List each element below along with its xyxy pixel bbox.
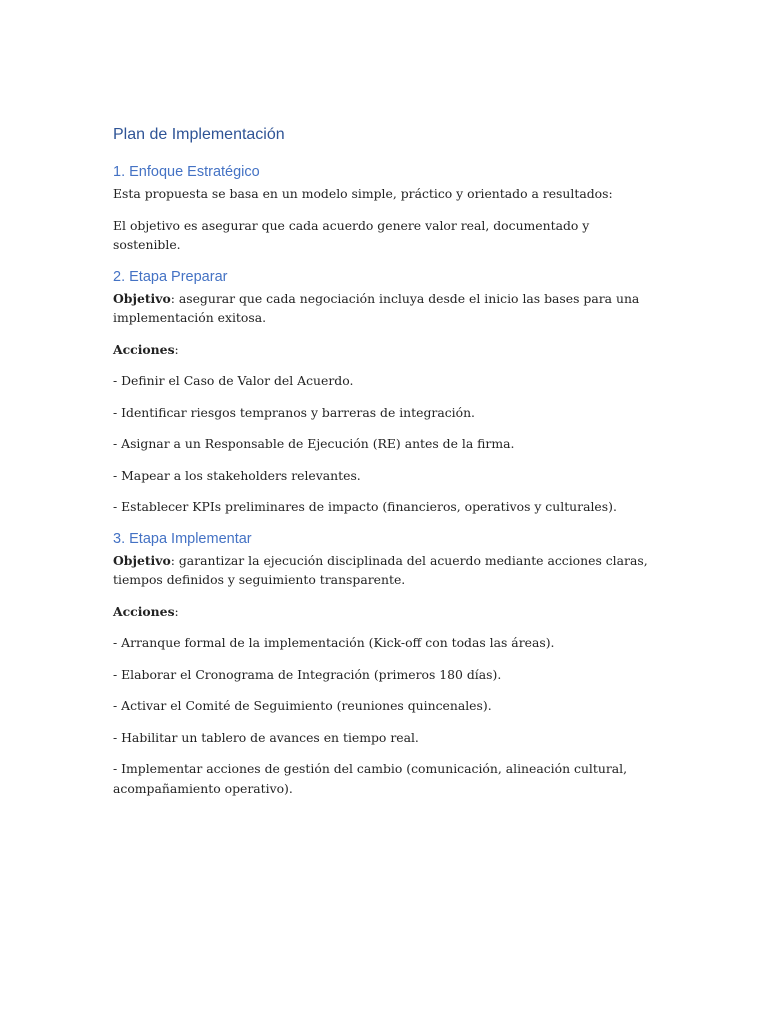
action-item: - Activar el Comité de Seguimiento (reuniones quincenales). — [113, 698, 492, 713]
actions-label-suffix: : — [174, 341, 179, 357]
action-item: - Habilitar un tablero de avances en tiempo real. — [113, 729, 419, 745]
section-etapa-implementar — [113, 529, 653, 799]
objective-text: : garantizar la ejecución disciplinada del acuerdo mediante acciones claras, tiempos definidos y seguimiento transparente. — [113, 552, 648, 587]
objective-label: Objetivo — [113, 552, 171, 568]
section-heading: 1. Enfoque Estratégico — [113, 164, 260, 180]
section-heading: 3. Etapa Implementar — [113, 530, 252, 547]
paragraph: El objetivo es asegurar que cada acuerdo genere valor real, documentado y sostenible. — [113, 217, 590, 252]
section-enfoque-estrategico — [113, 162, 653, 255]
actions-label: Acciones — [113, 603, 175, 619]
action-item: - Elaborar el Cronograma de Integración (primeros 180 días). — [113, 666, 502, 682]
objective-paragraph — [113, 289, 653, 328]
document-body — [113, 124, 653, 810]
paragraph: Esta propuesta se basa en un modelo simple, práctico y orientado a resultados: — [113, 186, 613, 201]
document-title: Plan de Implementación — [113, 126, 285, 143]
objective-label: Objetivo — [113, 290, 171, 306]
objective-paragraph — [113, 551, 653, 590]
section-etapa-preparar — [113, 267, 653, 517]
objective-text: : asegurar que cada negociación incluya desde el inicio las bases para una implementación exitosa. — [113, 290, 640, 325]
actions-label-suffix: : — [174, 603, 179, 619]
actions-label-paragraph — [113, 340, 653, 360]
actions-label: Acciones — [113, 341, 175, 357]
action-item: - Implementar acciones de gestión del cambio (comunicación, alineación cultural, acompañamiento operativo). — [113, 761, 628, 796]
action-item: - Arranque formal de la implementación (Kick-off con todas las áreas). — [113, 635, 555, 650]
action-item: - Asignar a un Responsable de Ejecución (RE) antes de la firma. — [113, 436, 515, 451]
action-item: - Identificar riesgos tempranos y barreras de integración. — [113, 404, 475, 420]
section-heading: 2. Etapa Preparar — [113, 268, 228, 285]
actions-label-paragraph — [113, 602, 653, 622]
action-item: - Establecer KPIs preliminares de impacto (financieros, operativos y culturales). — [113, 499, 617, 514]
action-item: - Mapear a los stakeholders relevantes. — [113, 467, 361, 483]
action-item: - Definir el Caso de Valor del Acuerdo. — [113, 373, 354, 388]
